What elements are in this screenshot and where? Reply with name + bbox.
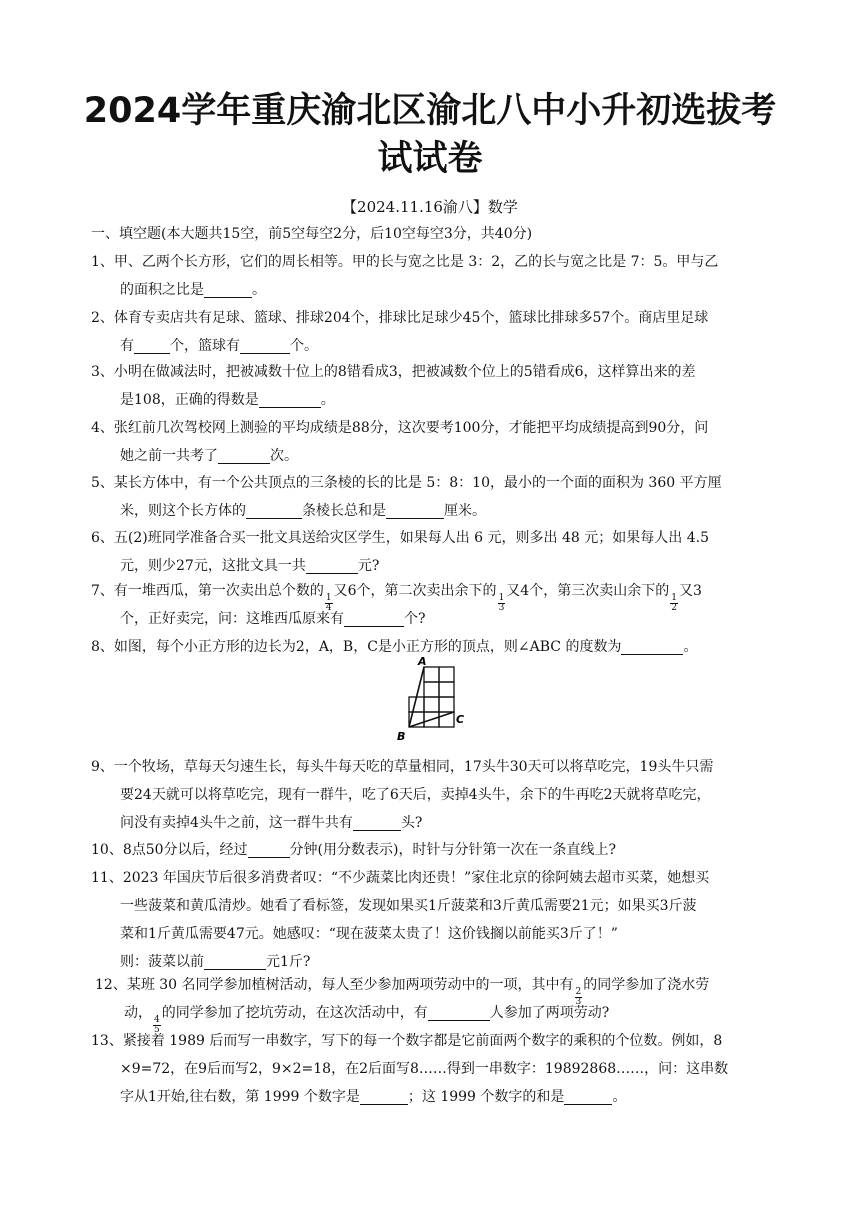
question-7 <box>91 577 771 633</box>
question-7-text-b: 又6个，第二次卖出余下的 <box>333 583 497 599</box>
grid-square <box>439 667 454 682</box>
question-12-text-c: 动， <box>124 1005 152 1021</box>
question-12-text-e: 人参加了两项劳动? <box>489 1005 610 1021</box>
question-6-text-b: 元? <box>357 558 380 574</box>
question-9-line-2: 要24天就可以将草吃完，现有一群牛，吃了6天后，卖掉4头牛，余下的牛再吃2天就将草吃完， <box>120 787 711 803</box>
question-13-line-2: ×9=72，在9后而写2，9×2=18，在2后面写8……得到一串数字：19892868……，问：这串数 <box>120 1061 729 1077</box>
grid-square <box>424 697 439 712</box>
question-1-line-1: 1、甲、乙两个长方形，它们的周长相等。甲的长与宽之比是 3：2，乙的长与宽之比是 7：5。甲与乙 <box>91 254 719 270</box>
question-8-text-a: 8、如图，每个小正方形的边长为2，A，B，C是小正方形的顶点，则∠ABC 的度数为 <box>91 639 622 655</box>
question-12-text-b: 的同学参加了浇水劳 <box>583 977 710 993</box>
grid-square <box>439 682 454 697</box>
question-7-text-f: 个? <box>404 611 426 627</box>
question-13 <box>91 1027 771 1111</box>
question-3-text-b: 。 <box>320 392 335 408</box>
question-1 <box>91 248 771 304</box>
question-7-text-d: 又3 <box>678 583 702 599</box>
question-7-text-e: 个，正好卖完，问：这堆西瓜原来有 <box>120 611 344 627</box>
question-13-text-c: 。 <box>612 1089 627 1105</box>
question-2 <box>91 304 771 360</box>
question-5 <box>91 469 771 525</box>
question-11 <box>91 864 771 976</box>
fraction-denominator: 4 <box>325 603 332 613</box>
fraction-numerator: 1 <box>671 593 677 603</box>
exam-subtitle: 【2024.11.16渝八】数学 <box>342 198 518 216</box>
grid-square <box>439 697 454 712</box>
question-12-text-d: 的同学参加了挖坑劳动，在这次活动中，有 <box>161 1005 428 1021</box>
fraction-denominator: 3 <box>498 603 505 613</box>
question-4-line-1: 4、张红前几次驾校网上测验的平均成绩是88分，这次要考100分，才能把平均成绩提高到90分，问 <box>91 420 709 436</box>
question-3-line-1: 3、小明在做减法时，把被减数十位上的8错看成3，把被减数个位上的5错看成6，这样算出来的差 <box>91 364 696 380</box>
fraction-numerator: 4 <box>154 1015 160 1025</box>
answer-blank[interactable] <box>259 391 321 408</box>
answer-blank[interactable] <box>428 1004 490 1021</box>
question-7-text-a: 7、有一堆西瓜，第一次卖出总个数的 <box>91 583 324 599</box>
question-5-text-a: 米，则这个长方体的 <box>120 503 246 519</box>
question-11-text-a: 则：菠菜以前 <box>120 954 204 970</box>
fraction-numerator: 1 <box>498 593 505 603</box>
answer-blank[interactable] <box>240 337 290 354</box>
fraction-denominator: 3 <box>575 997 582 1007</box>
answer-blank[interactable] <box>386 502 444 519</box>
question-6-text-a: 元，则少27元，这批文具一共 <box>120 558 306 574</box>
answer-blank[interactable] <box>134 337 170 354</box>
question-2-text-b: 个，篮球有 <box>170 338 240 354</box>
question-13-text-a: 字从1开始,往右数，第 1999 个数字是 <box>120 1089 360 1105</box>
question-12-text-a: 12、某班 30 名同学参加植树活动，每人至少参加两项劳动中的一项，其中有 <box>95 977 574 993</box>
question-13-text-b: ；这 1999 个数字的和是 <box>407 1089 565 1105</box>
point-label-a: A <box>418 655 427 668</box>
question-1-line-2 <box>91 276 771 304</box>
question-12-line-2 <box>95 999 775 1035</box>
section-heading-fill-blank: 一、填空题(本大题共15空，前5空每空2分，后10空每空3分，共40分) <box>91 226 533 242</box>
question-2-text-a: 有 <box>120 338 134 354</box>
question-3-line-2 <box>91 386 771 414</box>
answer-blank[interactable] <box>204 281 252 298</box>
point-label-c: C <box>456 713 465 726</box>
question-10-text-a: 10、8点50分以后，经过 <box>91 842 248 858</box>
question-9-line-3 <box>91 809 771 837</box>
question-9-text-b: 头? <box>400 815 423 831</box>
question-1-text-b: 。 <box>252 282 266 298</box>
answer-blank[interactable] <box>360 1088 408 1105</box>
answer-blank[interactable] <box>246 502 302 519</box>
question-9-text-a: 问没有卖掉4头牛之前，这一群牛共有 <box>120 815 353 831</box>
question-2-text-c: 个。 <box>290 338 318 354</box>
question-10-line-1 <box>91 836 771 864</box>
question-12 <box>95 971 775 1035</box>
grid-square <box>424 682 439 697</box>
question-4-line-2 <box>91 442 771 470</box>
question-5-text-b: 条棱长总和是 <box>302 503 386 519</box>
question-6-line-2 <box>91 552 771 580</box>
question-4-text-b: 次。 <box>270 448 298 464</box>
answer-blank[interactable] <box>621 638 683 655</box>
question-6-line-1: 6、五(2)班同学准备合买一批文具送给灾区学生，如果每人出 6 元，则多出 48 元；如果每人出 4.5 <box>91 530 709 546</box>
question-4-text-a: 她之前一共考了 <box>120 448 218 464</box>
question-11-line-2: 一些菠菜和黄瓜清炒。她看了看标签，发现如果买1斤菠菜和3斤黄瓜需要21元；如果买3斤菠 <box>120 898 697 914</box>
answer-blank[interactable] <box>306 557 358 574</box>
grid-square <box>424 667 439 682</box>
question-9-line-1: 9、一个牧场，草每天匀速生长，每头牛每天吃的草量相同，17头牛30天可以将草吃完，19头牛只需 <box>91 759 714 775</box>
answer-blank[interactable] <box>353 814 401 831</box>
question-11-text-b: 元1斤? <box>266 954 311 970</box>
question-7-text-c: 又4个，第三次卖山余下的 <box>506 583 670 599</box>
question-11-line-1: 11、2023 年国庆节后很多消费者叹：“不少蔬菜比肉还贵！”家住北京的徐阿姨去超市买菜，她想买 <box>91 870 710 886</box>
question-7-line-2 <box>91 605 771 633</box>
fraction-denominator: 2 <box>671 603 677 613</box>
grid-angle-svg <box>394 655 474 745</box>
grid-angle-figure <box>394 655 474 745</box>
question-12-line-1 <box>95 971 775 1007</box>
fraction-numerator: 1 <box>325 593 332 603</box>
question-5-line-1: 5、某长方体中，有一个公共顶点的三条棱的长的比是 5：8：10，最小的一个面的面积为 360 平方厘 <box>91 475 722 491</box>
question-4 <box>91 414 771 470</box>
question-5-text-c: 厘米。 <box>444 503 486 519</box>
question-8-text-b: 。 <box>683 639 698 655</box>
question-5-line-2 <box>91 497 771 525</box>
question-10-text-b: 分钟(用分数表示)，时针与分针第一次在一条直线上? <box>289 842 616 858</box>
answer-blank[interactable] <box>248 841 290 858</box>
question-9 <box>91 753 771 837</box>
fraction-numerator: 2 <box>575 987 582 997</box>
exam-title-line2: 试试卷 <box>377 139 483 179</box>
question-2-line-1: 2、体育专卖店共有足球、篮球、排球204个，排球比足球少45个，篮球比排球多57个。商店里足球 <box>91 310 709 326</box>
answer-blank[interactable] <box>218 447 270 464</box>
point-label-b: B <box>397 730 406 743</box>
exam-title-line1: 2024学年重庆渝北区渝北八中小升初选拔考 <box>83 91 777 131</box>
question-6 <box>91 524 771 580</box>
question-13-line-3 <box>91 1083 771 1111</box>
answer-blank[interactable] <box>564 1088 612 1105</box>
segment-bc <box>409 712 454 727</box>
answer-blank[interactable] <box>344 610 404 627</box>
question-10 <box>91 836 771 864</box>
fraction-denominator: 5 <box>154 1025 160 1035</box>
question-2-line-2 <box>91 332 771 360</box>
question-3-text-a: 是108，正确的得数是 <box>120 392 259 408</box>
question-13-line-1: 13、紧接着 1989 后而写一串数字，写下的每一个数字都是它前面两个数字的乘积的个位数。例如，8 <box>91 1033 723 1049</box>
question-1-text-a: 的面积之比是 <box>120 282 204 298</box>
question-11-line-3: 菜和1斤黄瓜需要47元。她感叹：“现在菠菜太贵了！这价钱搁以前能买3斤了！” <box>120 926 618 942</box>
question-7-line-1 <box>91 577 771 613</box>
answer-blank[interactable] <box>204 953 266 970</box>
question-3 <box>91 358 771 414</box>
